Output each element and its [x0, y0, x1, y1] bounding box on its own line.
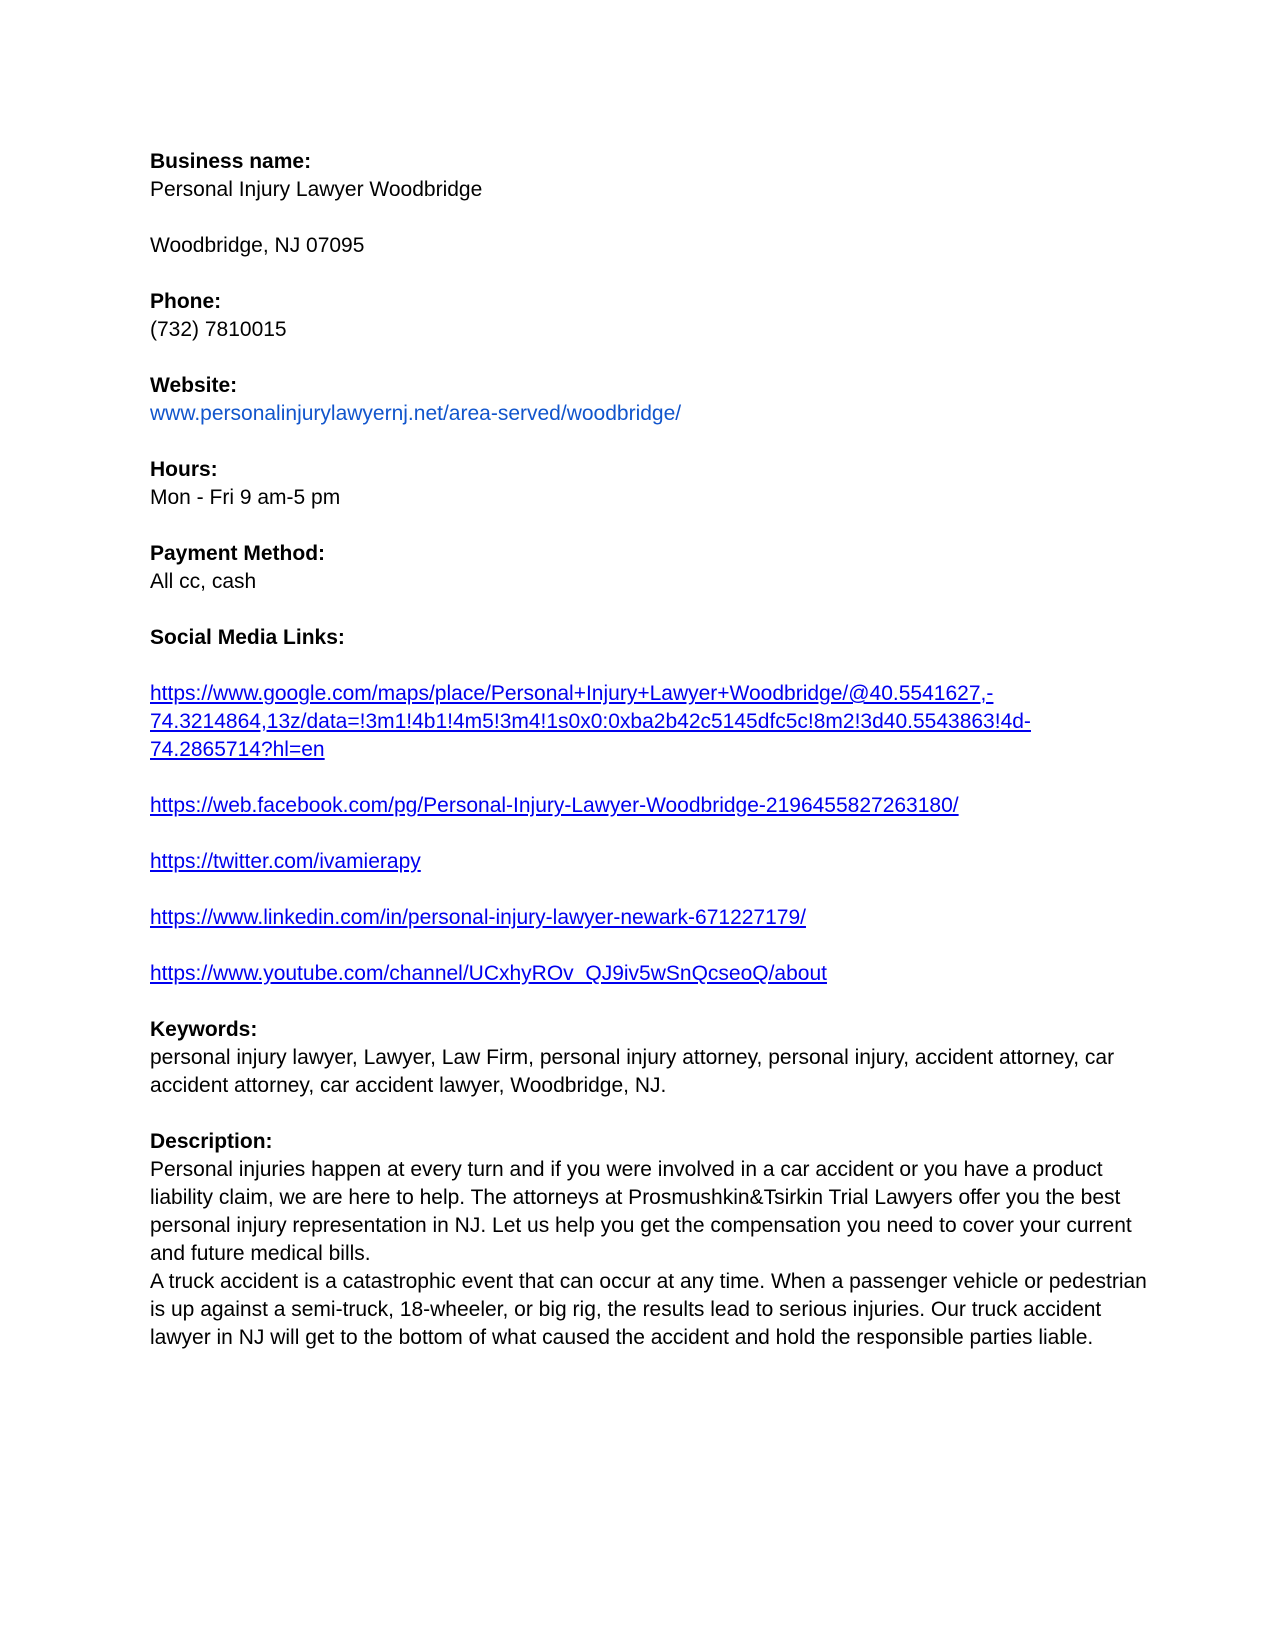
document-page [150, 148, 1150, 1352]
phone-label: Phone: [150, 290, 222, 313]
google-maps-link-line-1: https://www.google.com/maps/place/Personal+Injury+Lawyer+Woodbridge/@40.5541627,- [150, 682, 994, 705]
description-paragraph-2: A truck accident is a catastrophic event that can occur at any time. When a passenger vehicle or pedestrian is up against a semi-truck, 18-wheeler, or big rig, the results lead to serious injuries. Our truck accident lawyer in NJ will get to the bottom of what caused the accident and hold the responsible parties liable. [150, 1270, 1147, 1349]
description-label: Description: [150, 1130, 273, 1153]
business-address: Woodbridge, NJ 07095 [150, 234, 365, 257]
social-media-label: Social Media Links: [150, 626, 345, 649]
payment-method-label: Payment Method: [150, 542, 326, 565]
google-maps-link-line-2: 74.3214864,13z/data=!3m1!4b1!4m5!3m4!1s0x0:0xba2b42c5145dfc5c!8m2!3d40.5543863!4d- [150, 710, 1031, 733]
youtube-link[interactable]: https://www.youtube.com/channel/UCxhyROv_QJ9iv5wSnQcseoQ/about [150, 962, 827, 985]
phone-value: (732) 7810015 [150, 318, 287, 341]
website-link[interactable]: www.personalinjurylawyernj.net/area-served/woodbridge/ [150, 402, 682, 425]
google-maps-link-line-3: 74.2865714?hl=en [150, 738, 325, 761]
keywords-value: personal injury lawyer, Lawyer, Law Firm, personal injury attorney, personal injury, accident attorney, car accident attorney, car accident lawyer, Woodbridge, NJ. [150, 1046, 1115, 1097]
business-name-value: Personal Injury Lawyer Woodbridge [150, 178, 483, 201]
business-name-label: Business name: [150, 150, 312, 173]
hours-label: Hours: [150, 458, 218, 481]
keywords-label: Keywords: [150, 1018, 258, 1041]
website-label: Website: [150, 374, 238, 397]
google-maps-link[interactable] [150, 680, 1150, 764]
linkedin-link[interactable]: https://www.linkedin.com/in/personal-injury-lawyer-newark-671227179/ [150, 906, 806, 929]
twitter-link[interactable]: https://twitter.com/ivamierapy [150, 850, 421, 873]
hours-value: Mon - Fri 9 am-5 pm [150, 486, 341, 509]
facebook-link[interactable]: https://web.facebook.com/pg/Personal-Injury-Lawyer-Woodbridge-2196455827263180/ [150, 794, 959, 817]
description-paragraph-1: Personal injuries happen at every turn and if you were involved in a car accident or you have a product liability claim, we are here to help. The attorneys at Prosmushkin&Tsirkin Trial Lawyers offer you the best personal injury representation in NJ. Let us help you get the compensation you need to cover your current and future medical bills. [150, 1158, 1132, 1265]
payment-method-value: All cc, cash [150, 570, 257, 593]
